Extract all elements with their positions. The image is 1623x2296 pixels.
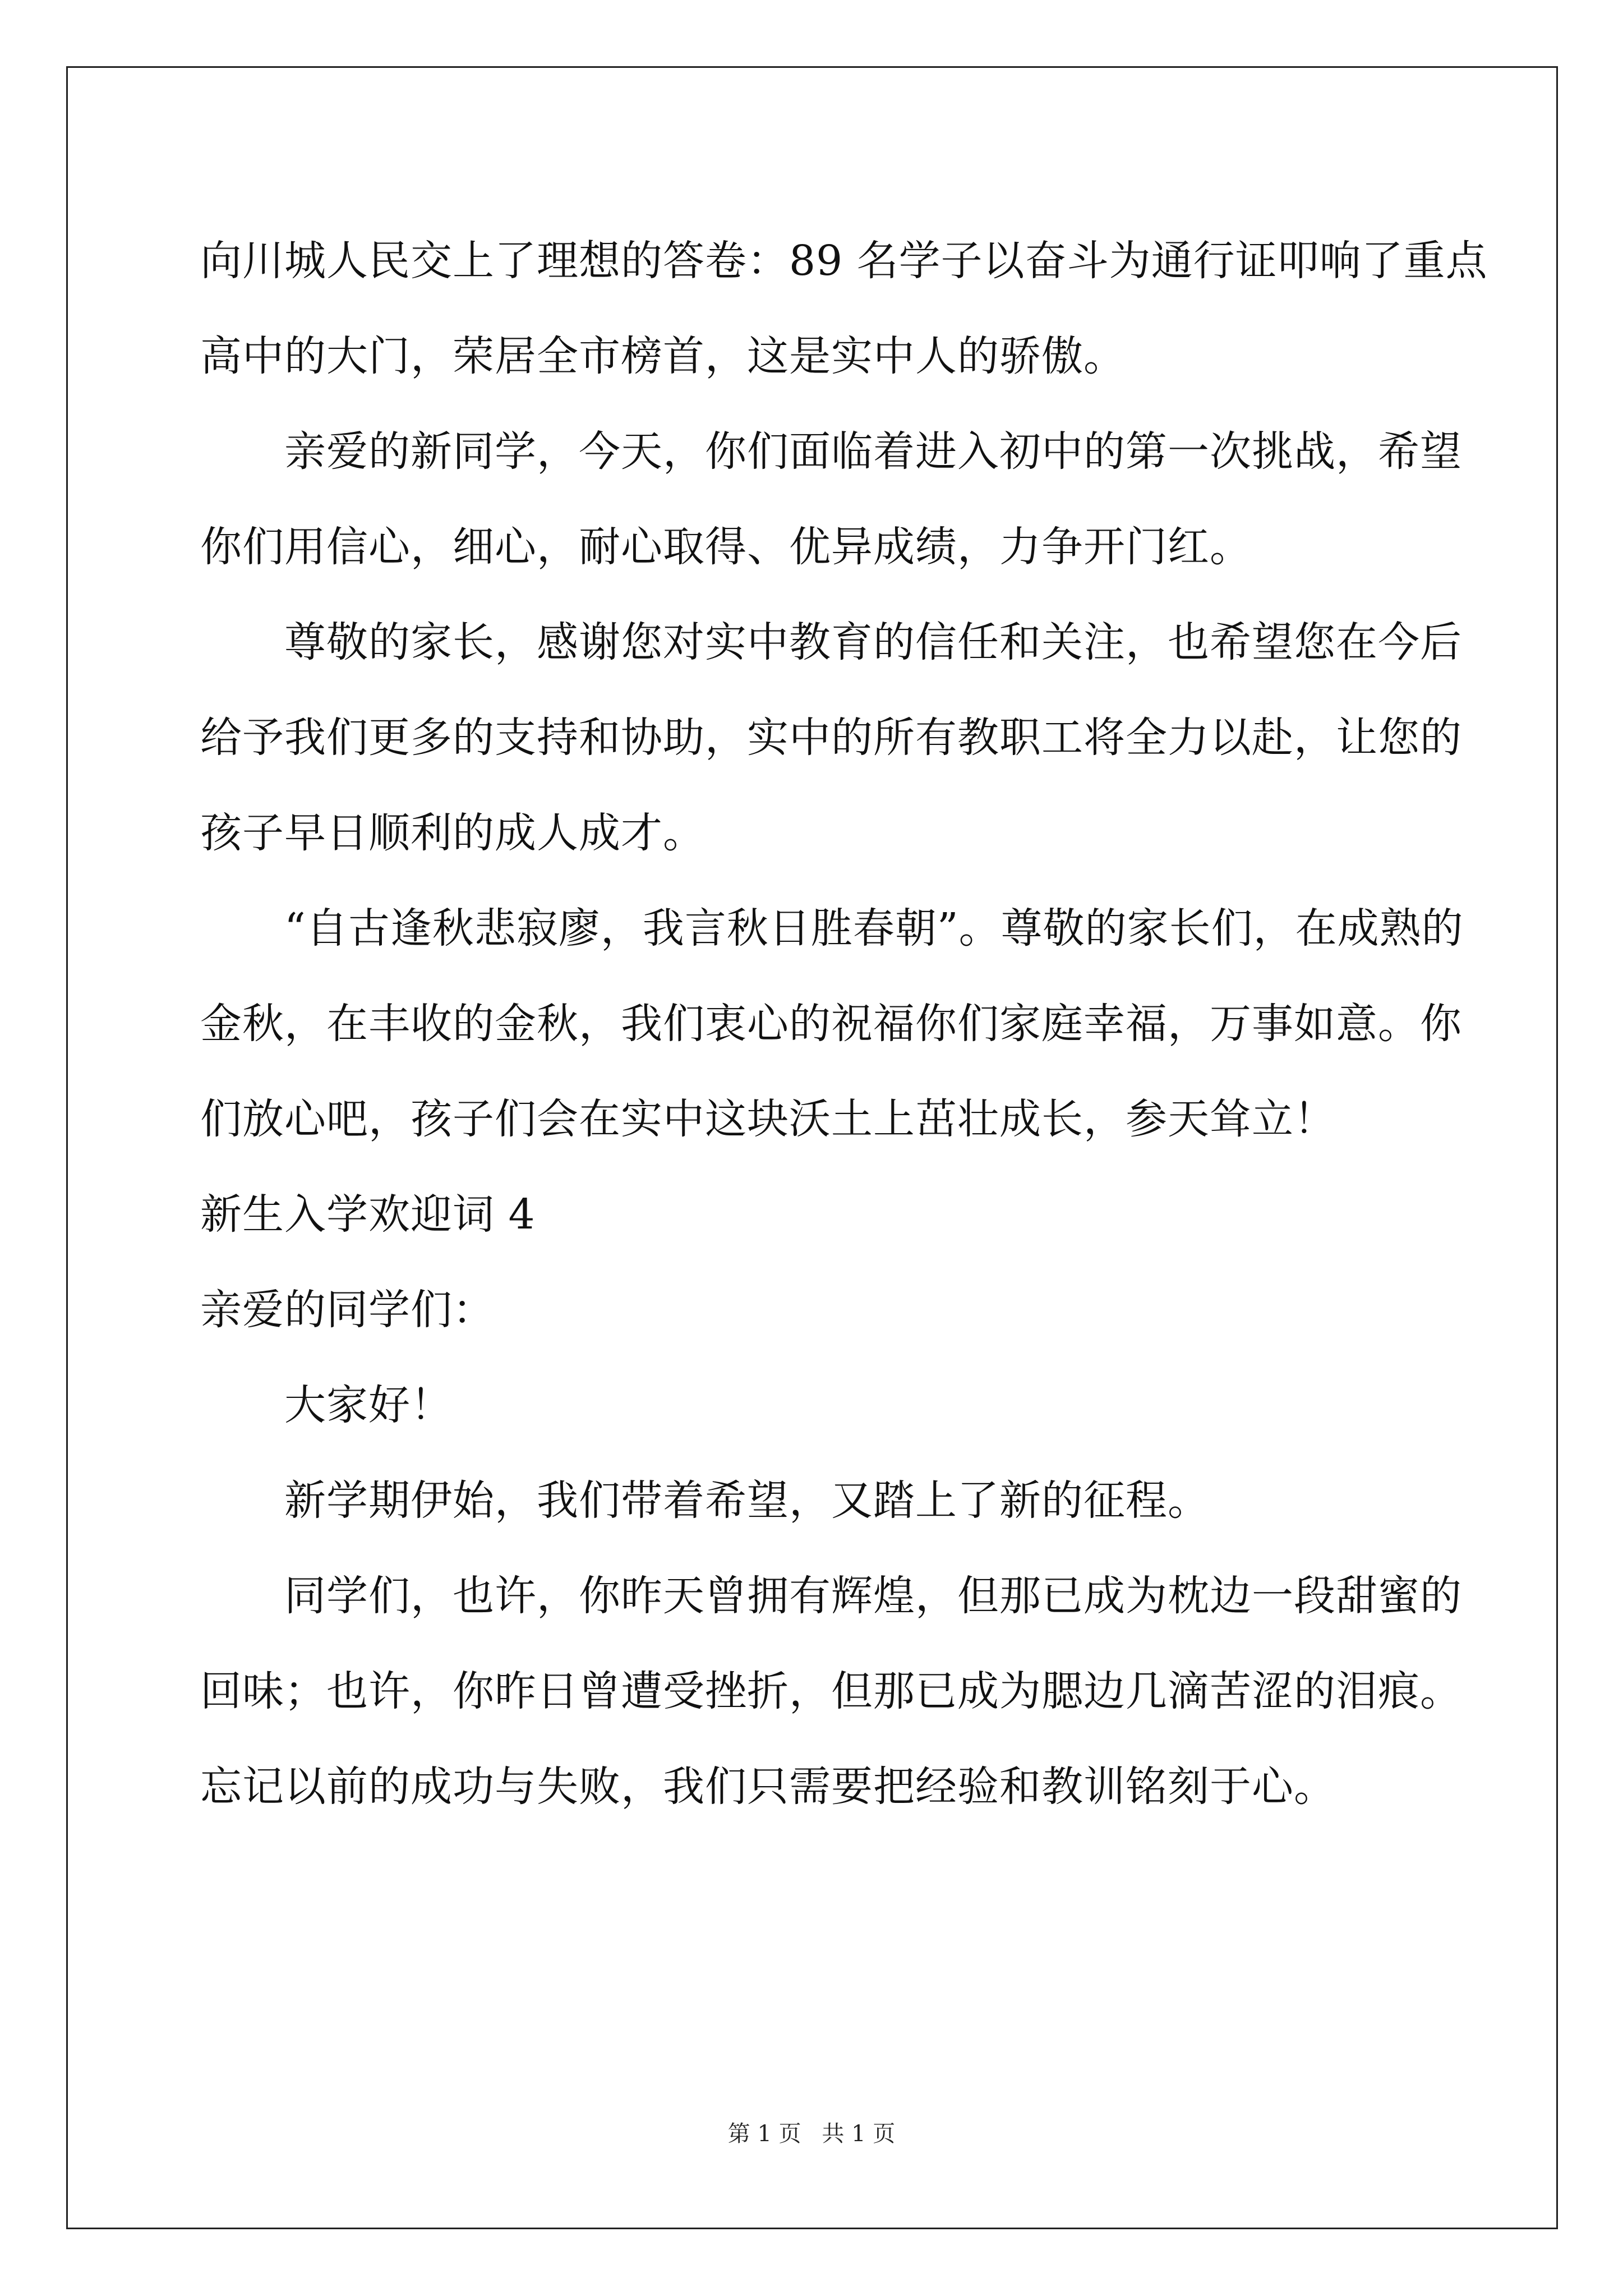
text-line: 高中的大门，荣居全市榜首，这是实中人的骄傲。 xyxy=(200,332,1126,380)
section-heading: 新生入学欢迎词 4 xyxy=(200,1190,536,1239)
text-line: 给予我们更多的支持和协助，实中的所有教职工将全力以赴，让您的 xyxy=(200,714,1462,762)
paragraph-start: 新学期伊始，我们带着希望，又踏上了新的征程。 xyxy=(284,1476,1210,1525)
text-line: 孩子早日顺利的成人成才。 xyxy=(200,809,705,857)
paragraph-start: “自古逢秋悲寂廖，我言秋日胜春朝”。尊敬的家长们，在成熟的 xyxy=(284,904,1464,953)
text-line: 金秋，在丰收的金秋，我们衷心的祝福你们家庭幸福，万事如意。你 xyxy=(200,1000,1462,1048)
paragraph-start: 亲爱的新同学，今天，你们面临着进入初中的第一次挑战，希望 xyxy=(284,427,1462,476)
text-line: 们放心吧，孩子们会在实中这块沃土上茁壮成长，参天耸立！ xyxy=(200,1095,1336,1143)
page-total: 共 1 页 xyxy=(822,2121,896,2147)
text-line: 你们用信心，细心，耐心取得、优异成绩，力争开门红。 xyxy=(200,523,1252,571)
paragraph-start: 同学们，也许，你昨天曾拥有辉煌，但那已成为枕边一段甜蜜的 xyxy=(284,1572,1462,1620)
text-line: 回味；也许，你昨日曾遭受挫折，但那已成为腮边几滴苦涩的泪痕。 xyxy=(200,1667,1462,1715)
greeting: 大家好！ xyxy=(284,1381,453,1429)
document-body xyxy=(200,213,1488,1834)
text-line: 忘记以前的成功与失败，我们只需要把经验和教训铭刻于心。 xyxy=(200,1763,1336,1811)
page-number: 第 1 页 xyxy=(727,2121,801,2147)
paragraph-start: 尊敬的家长，感谢您对实中教育的信任和关注，也希望您在今后 xyxy=(284,618,1462,666)
page-footer xyxy=(0,2116,1623,2148)
salutation: 亲爱的同学们： xyxy=(200,1286,495,1334)
text-line: 向川城人民交上了理想的答卷：89 名学子以奋斗为通行证叩响了重点 xyxy=(200,237,1488,285)
